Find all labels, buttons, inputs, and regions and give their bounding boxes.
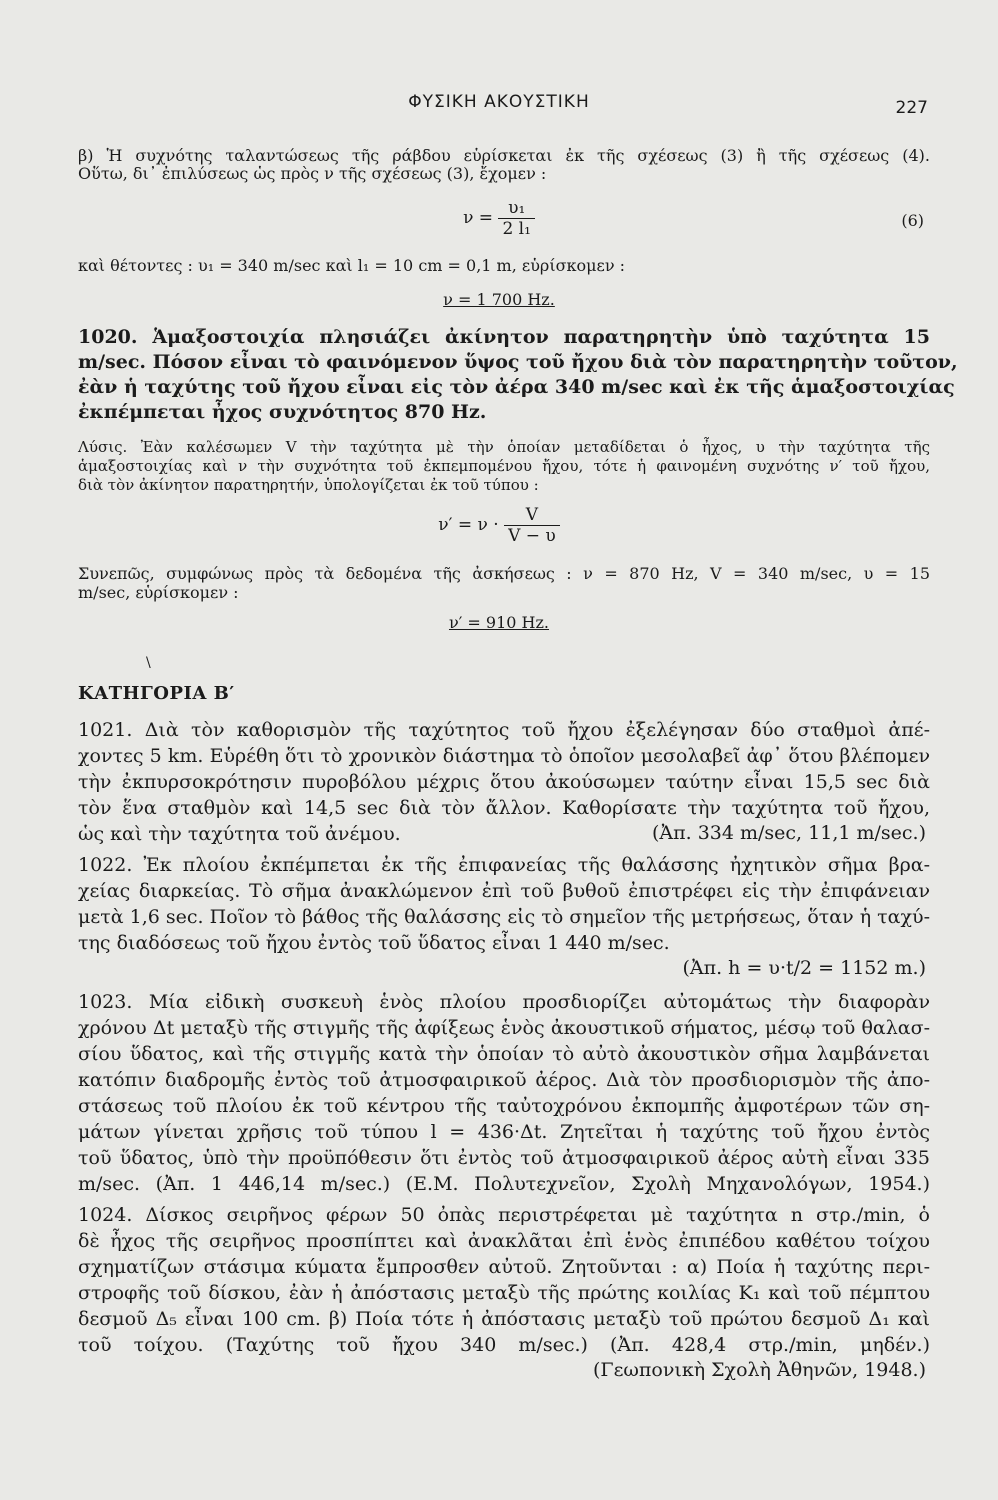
problem-1020-line-3: ἐὰν ἡ ταχύτης τοῦ ἤχου εἶναι εἰς τὸν ἀέρα 340 m/sec καὶ ἐκ τῆς ἁμαξοστοιχίας <box>78 376 955 398</box>
problem-1024-line-5: δεσμοῦ Δ₅ εἶναι 100 cm. β) Ποία τότε ἡ ἀπόστασις μεταξὺ τοῦ πρώτου δεσμοῦ Δ₁ καὶ <box>78 1308 930 1330</box>
problem-1024-line-4: στροφῆς τοῦ δίσκου, ἐὰν ἡ ἀπόστασις μεταξὺ τῆς πρώτης κοιλίας K₁ καὶ τοῦ πέμπτου <box>78 1282 930 1304</box>
equation-6-denominator: 2 l₁ <box>502 219 531 239</box>
problem-1022-line-3: μετὰ 1,6 sec. Ποῖον τὸ βάθος τῆς θαλάσσης εἰς τὸ σημεῖον τῆς μετρήσεως, ὅταν ἡ ταχύ- <box>78 906 930 928</box>
problem-1020-line-1: 1020. Ἁμαξοστοιχία πλησιάζει ἀκίνητον παρατηρητὴν ὑπὸ ταχύτητα 15 <box>78 326 930 348</box>
running-header: ΦΥΣΙΚΗ ΑΚΟΥΣΤΙΚΗ <box>408 92 590 112</box>
solution-1020-data-line-2: m/sec, εὑρίσκομεν : <box>78 583 239 602</box>
problem-1021-line-5: ὡς καὶ τὴν ταχύτητα τοῦ ἀνέμου. <box>78 823 401 845</box>
solution-1020-line-3: διὰ τὸν ἀκίνητον παρατηρητήν, ὑπολογίζεται ἐκ τοῦ τύπου : <box>78 476 539 494</box>
problem-1024-line-1: 1024. Δίσκος σειρῆνος φέρων 50 ὀπὰς περιστρέφεται μὲ ταχύτητα n στρ./min, ὁ <box>78 1204 930 1226</box>
problem-1021-line-2: χοντες 5 km. Εὑρέθη ὅτι τὸ χρονικὸν διάστημα τὸ ὁποῖον μεσολαβεῖ ἀφ᾽ ὅτου βλέπομεν <box>78 745 930 767</box>
equation-6-numerator: υ₁ <box>498 198 534 219</box>
problem-1023-line-4: κατόπιν διαδρομῆς ἐντὸς τοῦ ἀτμοσφαιρικοῦ ἀέρος. Διὰ τὸν προσδιορισμὸν τῆς ἀπο- <box>78 1069 930 1091</box>
page-number: 227 <box>895 98 928 118</box>
problem-1021-line-4: τὸν ἕνα σταθμὸν καὶ 14,5 sec διὰ τὸν ἄλλον. Καθορίσατε τὴν ταχύτητα τοῦ ἤχου, <box>78 797 930 819</box>
problem-1023-line-5: στάσεως τοῦ πλοίου ἐκ τοῦ κέντρου τῆς ταὐτοχρόνου ἐκπομπῆς ἀμφοτέρων τῶν ση- <box>78 1095 930 1117</box>
problem-1022-line-2: χείας διαρκείας. Τὸ σῆμα ἀνακλώμενον ἐπὶ τοῦ βυθοῦ ἐπιστρέφει εἰς τὴν ἐπιφάνειαν <box>78 880 930 902</box>
solution-1020-result: ν′ = 910 Hz. <box>448 613 550 632</box>
part-b-result: ν = 1 700 Hz. <box>443 290 555 309</box>
equation-6 <box>0 198 998 239</box>
solution-1020-line-2: ἁμαξοστοιχίας καὶ ν τὴν συχνότητα τοῦ ἐκπεμπομένου ἤχου, τότε ἡ φαινομένη συχνότης ν′ τοῦ ἤχου, <box>78 457 930 475</box>
problem-1021-line-3: τὴν ἐκπυρσοκρότησιν πυροβόλου μέχρις ὅτου ἀκούσωμεν ταύτην εἶναι 15,5 sec διὰ <box>78 771 930 793</box>
problem-1022-line-1: 1022. Ἐκ πλοίου ἐκπέμπεται ἐκ τῆς ἐπιφανείας τῆς θαλάσσης ἠχητικὸν σῆμα βρα- <box>78 854 930 876</box>
doppler-formula-denominator: V − υ <box>508 526 556 546</box>
part-b-line-2: Οὕτω, δι᾽ ἐπιλύσεως ὡς πρὸς ν τῆς σχέσεως (3), ἔχομεν : <box>78 164 547 183</box>
problem-1023-line-8: m/sec. (Ἀπ. 1 446,14 m/sec.) (Ε.Μ. Πολυτεχνεῖον, Σχολὴ Μηχανολόγων, 1954.) <box>78 1173 930 1195</box>
problem-1022-answer: (Ἀπ. h = υ·t/2 = 1152 m.) <box>682 957 926 979</box>
problem-1020-line-4: ἐκπέμπεται ἦχος συχνότητος 870 Hz. <box>78 401 487 423</box>
doppler-formula-fraction <box>504 505 560 546</box>
problem-1023-line-2: χρόνου Δt μεταξὺ τῆς στιγμῆς τῆς ἀφίξεως ἑνὸς ἀκουστικοῦ σήματος, μέσῳ τοῦ θαλασ- <box>78 1017 930 1039</box>
problem-1020-line-2: m/sec. Πόσον εἶναι τὸ φαινόμενον ὕψος τοῦ ἤχου διὰ τὸν παρατηρητὴν τοῦτον, <box>78 351 958 373</box>
part-b-line-1: β) Ἡ συχνότης ταλαντώσεως τῆς ράβδου εὑρίσκεται ἐκ τῆς σχέσεως (3) ἢ τῆς σχέσεως (4). <box>78 146 930 165</box>
doppler-formula <box>0 505 998 546</box>
equation-6-label: (6) <box>901 211 924 230</box>
solution-1020-line-1: Λύσις. Ἐὰν καλέσωμεν V τὴν ταχύτητα μὲ τὴν ὁποίαν μεταδίδεται ὁ ἦχος, υ τὴν ταχύτητα τῆς <box>78 438 930 456</box>
problem-1023-line-3: σίου ὕδατος, καὶ τῆς στιγμῆς κατὰ τὴν ὁποίαν τὸ αὐτὸ ἀκουστικὸν σῆμα λαμβάνεται <box>78 1043 930 1065</box>
problem-1024-line-2: δὲ ἦχος τῆς σειρῆνος προσπίπτει καὶ ἀνακλᾶται ἐπὶ ἑνὸς ἐπιπέδου καθέτου τοίχου <box>78 1230 930 1252</box>
problem-1023-line-7: τοῦ ὕδατος, ὑπὸ τὴν προϋπόθεσιν ὅτι ἐντὸς τοῦ ἀτμοσφαιρικοῦ ἀέρος αὐτὴ εἶναι 335 <box>78 1147 930 1169</box>
problem-1021-line-1: 1021. Διὰ τὸν καθορισμὸν τῆς ταχύτητος τοῦ ἤχου ἐξελέγησαν δύο σταθμοὶ ἀπέ- <box>78 719 930 741</box>
problem-1021-answer: (Ἀπ. 334 m/sec, 11,1 m/sec.) <box>652 822 926 844</box>
problem-1024-source: (Γεωπονικὴ Σχολὴ Ἀθηνῶν, 1948.) <box>592 1359 926 1381</box>
solution-1020-data-line-1: Συνεπῶς, συμφώνως πρὸς τὰ δεδομένα τῆς ἀσκήσεως : ν = 870 Hz, V = 340 m/sec, υ = 15 <box>78 564 930 583</box>
problem-1022-line-4: της διαδόσεως τοῦ ἤχου ἐντὸς τοῦ ὕδατος εἶναι 1 440 m/sec. <box>78 932 670 954</box>
category-heading: ΚΑΤΗΓΟΡΙΑ Β′ <box>78 683 235 704</box>
stray-mark: \ <box>146 655 151 671</box>
equation-6-fraction <box>498 198 534 239</box>
part-b-line-3: καὶ θέτοντες : υ₁ = 340 m/sec καὶ l₁ = 10 cm = 0,1 m, εὑρίσκομεν : <box>78 256 626 275</box>
problem-1024-line-6: τοῦ τοίχου. (Ταχύτης τοῦ ἤχου 340 m/sec.) (Ἀπ. 428,4 στρ./min, μηδέν.) <box>78 1334 930 1356</box>
problem-1023-line-6: μάτων γίνεται χρῆσις τοῦ τύπου l = 436·Δt. Ζητεῖται ἡ ταχύτης τοῦ ἤχου ἐντὸς <box>78 1121 930 1143</box>
problem-1023-line-1: 1023. Μία εἰδικὴ συσκευὴ ἑνὸς πλοίου προσδιορίζει αὐτομάτως τὴν διαφορὰν <box>78 991 930 1013</box>
doppler-formula-lhs: ν′ = ν · <box>438 515 499 535</box>
problem-1024-line-3: σχηματίζων στάσιμα κύματα ἔμπροσθεν αὐτοῦ. Ζητοῦνται : α) Ποία ἡ ταχύτης περι- <box>78 1256 930 1278</box>
doppler-formula-numerator: V <box>504 505 560 526</box>
equation-6-lhs: ν = <box>463 208 494 228</box>
